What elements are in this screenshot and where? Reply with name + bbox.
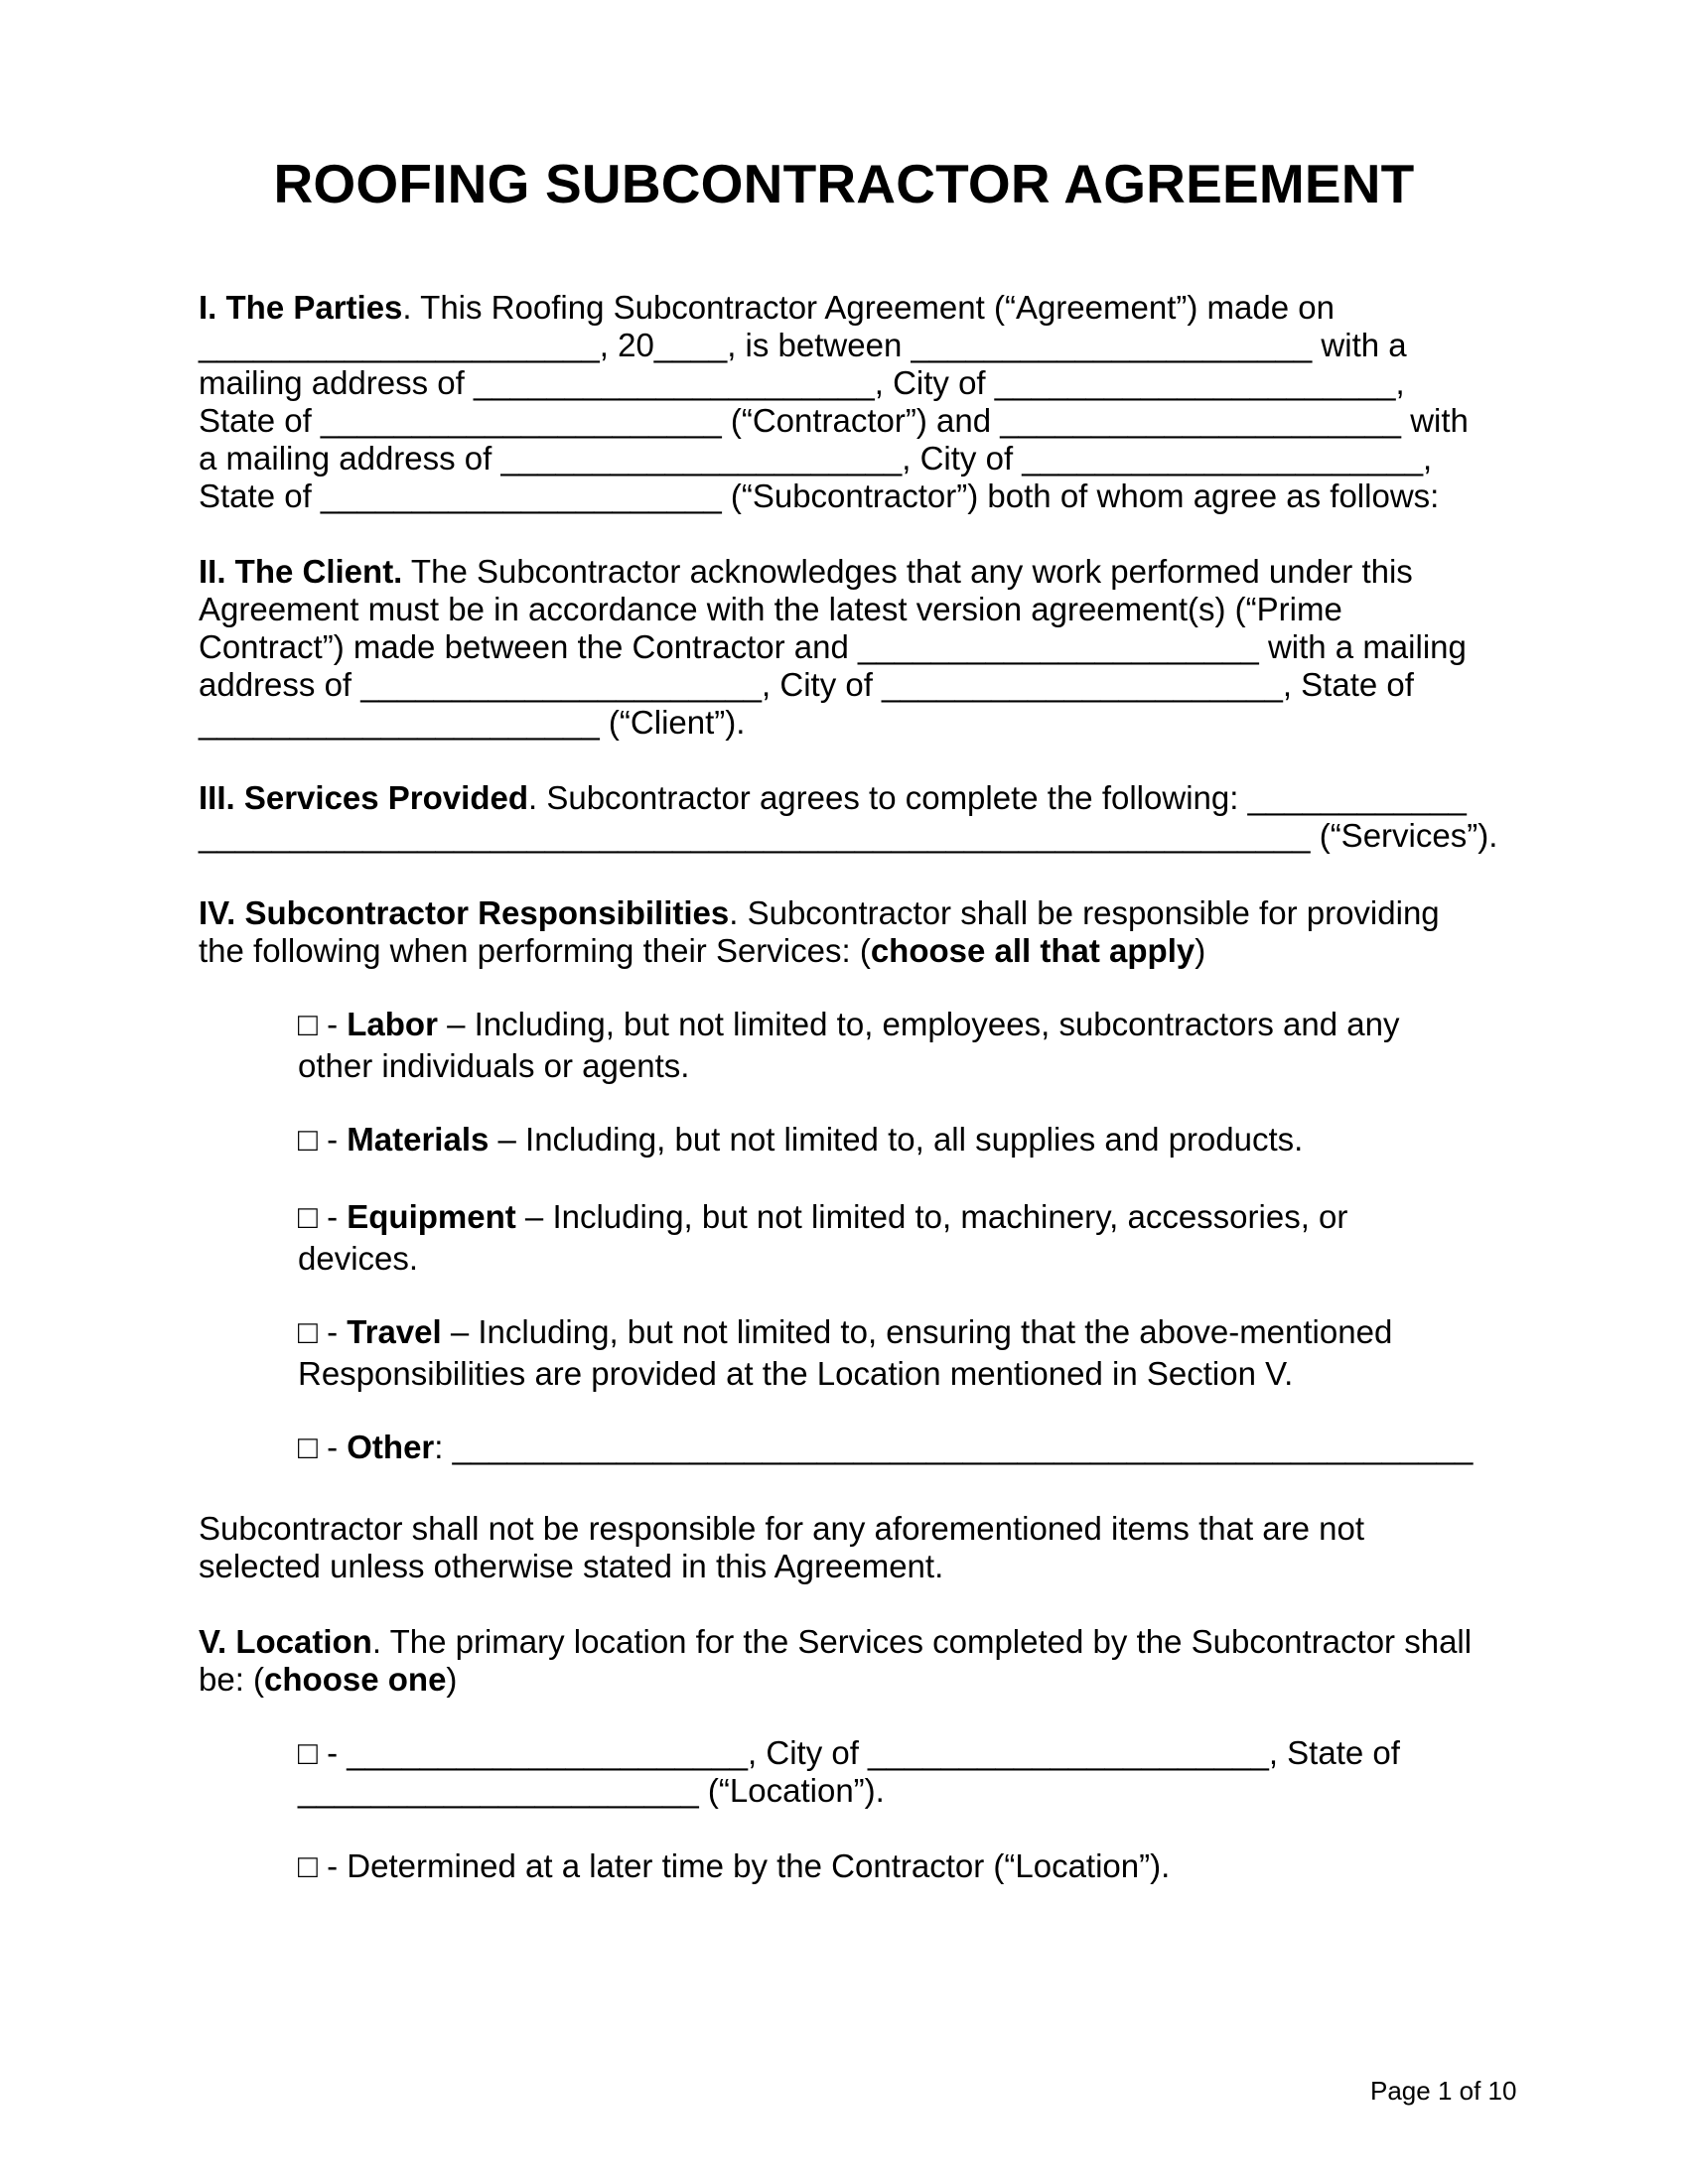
client-line-1 xyxy=(199,552,1413,592)
choose-all-close: ) xyxy=(1195,932,1206,969)
location-line-1 xyxy=(199,1622,1472,1662)
labor-checkbox[interactable]: □ - xyxy=(298,1006,348,1042)
responsibilities-text: . Subcontractor shall be responsible for providing xyxy=(729,894,1440,931)
responsibilities-note-1: Subcontractor shall not be responsible for any aforementioned items that are not xyxy=(199,1510,1365,1547)
document-title: ROOFING SUBCONTRACTOR AGREEMENT xyxy=(273,153,1415,214)
option-travel[interactable] xyxy=(298,1312,1392,1352)
location-option-later[interactable]: □ - Determined at a later time by the Contractor (“Location”). xyxy=(298,1847,1171,1884)
labor-text: – Including, but not limited to, employees, subcontractors and any xyxy=(437,1006,1400,1042)
parties-line-4: State of ______________________ (“Contractor”) and ______________________ with xyxy=(199,402,1469,439)
labor-text-2: other individuals or agents. xyxy=(298,1047,690,1084)
option-equipment[interactable] xyxy=(298,1197,1347,1237)
client-line-3: Contract”) made between the Contractor and ______________________ with a mailing xyxy=(199,628,1467,665)
client-heading: II. The Client. xyxy=(199,553,403,590)
equipment-text: – Including, but not limited to, machinery, accessories, or xyxy=(515,1198,1348,1235)
location-heading: V. Location xyxy=(199,1623,372,1660)
location-option-address-2: ______________________ (“Location”). xyxy=(298,1772,885,1809)
equipment-text-2: devices. xyxy=(298,1240,419,1277)
location-text: . The primary location for the Services completed by the Subcontractor shall xyxy=(371,1623,1473,1660)
responsibilities-line-2 xyxy=(199,931,1205,971)
parties-line-1 xyxy=(199,288,1335,328)
client-line-4: address of ______________________, City of ______________________, State of xyxy=(199,666,1414,703)
other-checkbox[interactable]: □ - xyxy=(298,1429,348,1465)
travel-checkbox[interactable]: □ - xyxy=(298,1313,348,1350)
labor-label: Labor xyxy=(347,1006,438,1042)
choose-all-label: choose all that apply xyxy=(870,932,1196,969)
location-text-2: be: ( xyxy=(199,1661,265,1698)
choose-one-label: choose one xyxy=(264,1661,447,1698)
page-number: Page 1 of 10 xyxy=(1370,2076,1517,2106)
client-line-2: Agreement must be in accordance with the latest version agreement(s) (“Prime xyxy=(199,591,1342,627)
responsibilities-heading: IV. Subcontractor Responsibilities xyxy=(199,894,730,931)
responsibilities-note-2: selected unless otherwise stated in this Agreement. xyxy=(199,1548,944,1584)
parties-line-3: mailing address of ______________________, City of ______________________, xyxy=(199,364,1405,401)
parties-line-5: a mailing address of ______________________, City of ______________________, xyxy=(199,440,1433,477)
location-option-address[interactable]: □ - ______________________, City of ______________________, State of xyxy=(298,1734,1400,1771)
services-line-1 xyxy=(199,778,1467,818)
services-heading: III. Services Provided xyxy=(199,779,528,816)
materials-label: Materials xyxy=(347,1121,490,1158)
client-text: The Subcontractor acknowledges that any work performed under this xyxy=(402,553,1413,590)
parties-line-6: State of ______________________ (“Subcontractor”) both of whom agree as follows: xyxy=(199,478,1440,514)
parties-text: . This Roofing Subcontractor Agreement (“Agreement”) made on xyxy=(402,289,1335,326)
responsibilities-line-1 xyxy=(199,893,1440,933)
location-line-2 xyxy=(199,1660,457,1700)
equipment-label: Equipment xyxy=(347,1198,516,1235)
travel-text-2: Responsibilities are provided at the Location mentioned in Section V. xyxy=(298,1355,1294,1392)
materials-text: – Including, but not limited to, all supplies and products. xyxy=(489,1121,1304,1158)
services-line-2: _____________________________________________________________ (“Services”). xyxy=(199,817,1498,854)
other-text: : ________________________________________________________ xyxy=(434,1429,1474,1465)
travel-text: – Including, but not limited to, ensuring that the above-mentioned xyxy=(441,1313,1393,1350)
travel-label: Travel xyxy=(347,1313,442,1350)
parties-line-2: ______________________, 20____, is between ______________________ with a xyxy=(199,327,1407,363)
option-other[interactable] xyxy=(298,1428,1473,1467)
option-materials[interactable] xyxy=(298,1120,1303,1160)
parties-heading: I. The Parties xyxy=(199,289,403,326)
responsibilities-text-2: the following when performing their Services: ( xyxy=(199,932,871,969)
choose-one-close: ) xyxy=(446,1661,458,1698)
equipment-checkbox[interactable]: □ - xyxy=(298,1198,348,1235)
option-labor[interactable] xyxy=(298,1005,1400,1044)
client-line-5: ______________________ (“Client”). xyxy=(199,704,746,741)
other-label: Other xyxy=(347,1429,435,1465)
services-text: . Subcontractor agrees to complete the following: ____________ xyxy=(528,779,1467,816)
materials-checkbox[interactable]: □ - xyxy=(298,1121,348,1158)
